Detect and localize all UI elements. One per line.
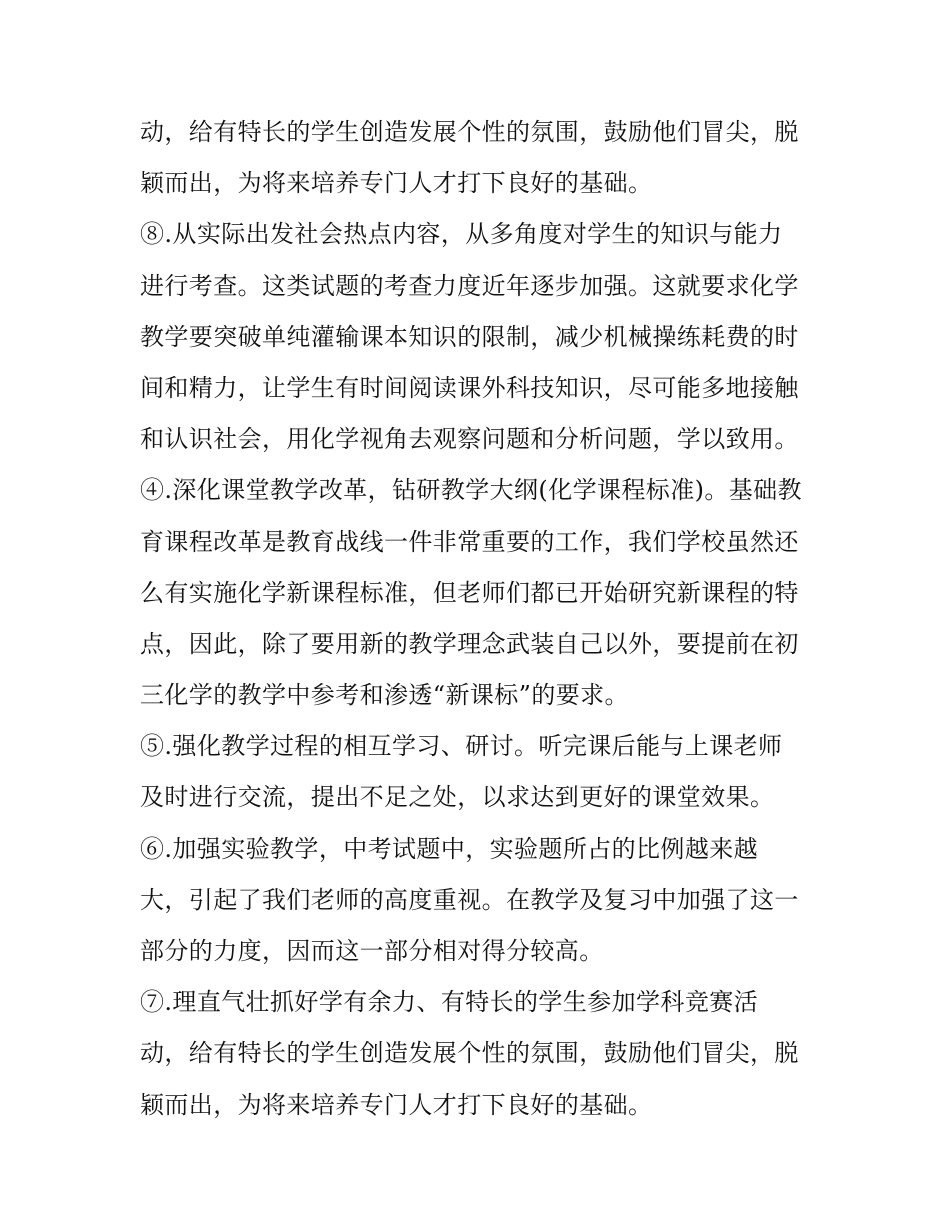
text-line: 及时进行交流，提出不足之处，以求达到更好的课堂效果。 (140, 783, 775, 812)
text-line: 么有实施化学新课程标准，但老师们都已开始研究新课程的特 (140, 578, 799, 607)
text-line: ⑦.理直气壮抓好学有余力、有特长的学生参加学科竞赛活 (140, 988, 759, 1017)
text-line: ⑥.加强实验教学，中考试题中，实验题所占的比例越来越 (140, 834, 759, 863)
text-line: ⑤.强化教学过程的相互学习、研讨。听完课后能与上课老师 (140, 732, 783, 761)
text-line: 点，因此，除了要用新的教学理念武装自己以外，要提前在初 (140, 629, 799, 658)
text-line: 颖而出，为将来培养专门人才打下良好的基础。 (140, 1090, 653, 1119)
text-line: ④.深化课堂教学改革，钻研教学大纲(化学课程标准)。基础教 (140, 476, 802, 505)
text-line: 大，引起了我们老师的高度重视。在教学及复习中加强了这一 (140, 885, 799, 914)
text-line: 教学要突破单纯灌输课本知识的限制，减少机械操练耗费的时 (140, 322, 799, 351)
text-line: 和认识社会，用化学视角去观察问题和分析问题，学以致用。 (140, 425, 799, 454)
text-line: ⑧.从实际出发社会热点内容，从多角度对学生的知识与能力 (140, 220, 783, 249)
text-line: 间和精力，让学生有时间阅读课外科技知识，尽可能多地接触 (140, 373, 799, 402)
text-line: 动，给有特长的学生创造发展个性的氛围，鼓励他们冒尖，脱 (140, 118, 799, 146)
text-line: 育课程改革是教育战线一件非常重要的工作，我们学校虽然还 (140, 527, 799, 556)
body-text (140, 107, 820, 1131)
text-line: 动，给有特长的学生创造发展个性的氛围，鼓励他们冒尖，脱 (140, 1039, 799, 1068)
text-line: 进行考查。这类试题的考查力度近年逐步加强。这就要求化学 (140, 271, 799, 300)
text-line: 颖而出，为将来培养专门人才打下良好的基础。 (140, 169, 653, 198)
text-line: 部分的力度，因而这一部分相对得分较高。 (140, 937, 604, 965)
text-line: 三化学的教学中参考和渗透“新课标”的要求。 (140, 681, 629, 710)
